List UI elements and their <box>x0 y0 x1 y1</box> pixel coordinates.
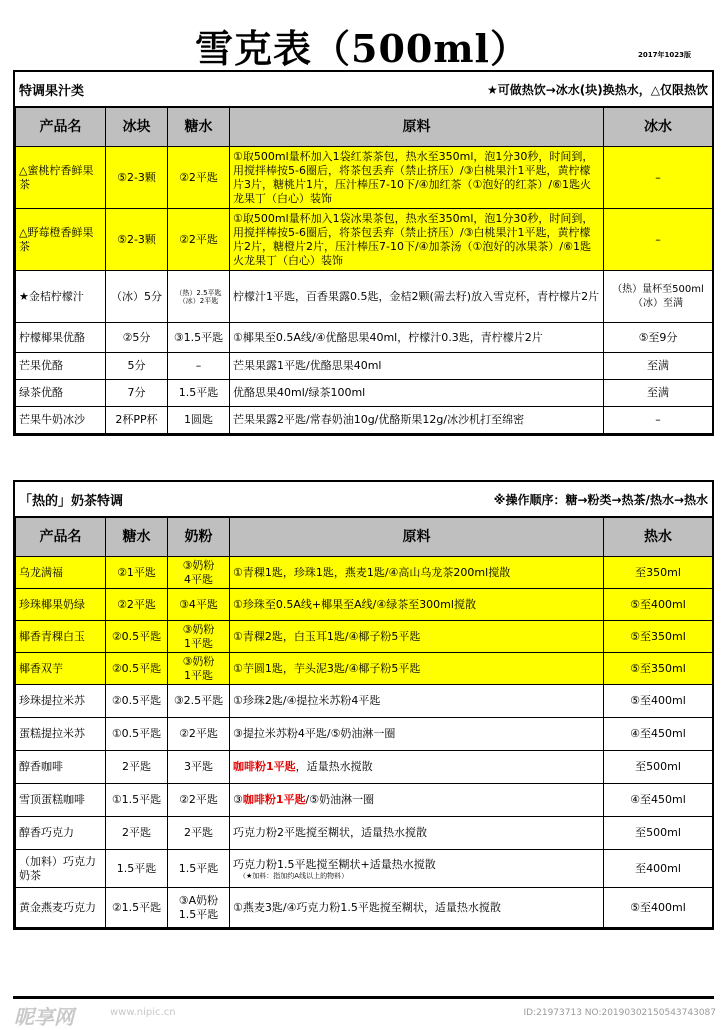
table-row <box>16 147 713 209</box>
cell-milk: 2平匙 <box>168 817 230 850</box>
recipe-text: ③ <box>233 793 243 806</box>
cell-recipe: ①青稞2匙，白玉耳1匙/④椰子粉5平匙 <box>230 621 604 653</box>
cell-milk-line: ③奶粉 <box>182 622 215 636</box>
cell-name: （加料）巧克力奶茶 <box>16 850 106 888</box>
cell-name: 椰香双芋 <box>16 653 106 685</box>
col-header-name: 产品名 <box>16 518 106 557</box>
cell-sugar: – <box>168 353 230 380</box>
page-title: 雪克表（500ml） <box>195 26 529 71</box>
watermark-id: ID:21973713 NO:20190302150543743087 <box>523 1008 716 1018</box>
recipe-table <box>15 517 713 928</box>
cell-name: 蛋糕提拉米苏 <box>16 718 106 751</box>
col-header-water: 冰水 <box>604 108 713 147</box>
section-header <box>15 482 712 517</box>
cell-ice: 2杯PP杯 <box>106 407 168 434</box>
cell-recipe <box>230 784 604 817</box>
table-row <box>16 653 713 685</box>
cell-ice: 5分 <box>106 353 168 380</box>
col-header-milk: 奶粉 <box>168 518 230 557</box>
cell-milk: ③4平匙 <box>168 589 230 621</box>
table-row <box>16 589 713 621</box>
table-row <box>16 751 713 784</box>
cell-recipe <box>230 850 604 888</box>
cell-sugar: ①0.5平匙 <box>106 718 168 751</box>
cell-milk: ②2平匙 <box>168 784 230 817</box>
cell-recipe: ①取500ml量杯加入1袋红茶茶包，热水至350ml，泡1分30秒，时间到，用搅拌棒按5-6圈后，将茶包丢弃（禁止挤压）/③白桃果汁1平匙，黄柠檬片3片，糖桃片1片，压汁棒压7-10下/④加红茶（①泡好的红茶）/⑥1匙火龙果丁（白心）装饰 <box>230 147 604 209</box>
cell-recipe: 芒果果露1平匙/优酪思果40ml <box>230 353 604 380</box>
section-note: ※操作顺序：糖→粉类→热茶/热水→热水 <box>493 492 708 507</box>
cell-water: ⑤至9分 <box>604 323 713 353</box>
cell-water: 至满 <box>604 353 713 380</box>
footer-divider <box>13 996 714 999</box>
col-header-sugar: 糖水 <box>106 518 168 557</box>
recipe-text: 巧克力粉1.5平匙搅至糊状+适量热水搅散 <box>233 857 436 871</box>
cell-recipe: ①青稞1匙，珍珠1匙，燕麦1匙/④高山乌龙茶200ml搅散 <box>230 557 604 589</box>
cell-milk-line: 4平匙 <box>184 572 213 586</box>
cell-milk: ②2平匙 <box>168 718 230 751</box>
table-row <box>16 685 713 718</box>
cell-name: 珍珠椰果奶绿 <box>16 589 106 621</box>
cell-name: △蜜桃柠香鲜果茶 <box>16 147 106 209</box>
table-row <box>16 718 713 751</box>
cell-sugar: 2平匙 <box>106 817 168 850</box>
cell-recipe: ③提拉米苏粉4平匙/⑤奶油淋一圈 <box>230 718 604 751</box>
cell-milk-line: 1平匙 <box>184 636 213 650</box>
cell-name: 黄金燕麦巧克力 <box>16 888 106 928</box>
cell-water <box>604 271 713 323</box>
recipe-text: ，适量热水搅散 <box>295 760 373 773</box>
table-row <box>16 850 713 888</box>
cell-recipe <box>230 751 604 784</box>
version-label: 2017年1023版 <box>638 51 691 59</box>
cell-recipe: ①燕麦3匙/④巧克力粉1.5平匙搅至糊状，适量热水搅散 <box>230 888 604 928</box>
cell-recipe: ①芋圆1匙，芋头泥3匙/④椰子粉5平匙 <box>230 653 604 685</box>
recipe-highlight: 咖啡粉1平匙 <box>242 793 306 806</box>
recipe-highlight: 咖啡粉1平匙 <box>233 760 296 773</box>
section-fruit-tea <box>13 70 714 436</box>
cell-milk <box>168 621 230 653</box>
cell-sugar-line: （热）2.5平匙 <box>175 288 222 297</box>
cell-water: – <box>604 407 713 434</box>
cell-water: ⑤至350ml <box>604 621 713 653</box>
cell-sugar-line: （冰）2平匙 <box>178 296 219 305</box>
cell-ice: ⑤2-3颗 <box>106 209 168 271</box>
cell-water: ⑤至400ml <box>604 685 713 718</box>
cell-milk: 1.5平匙 <box>168 850 230 888</box>
recipe-text: /⑤奶油淋一圈 <box>305 793 375 806</box>
cell-water: ⑤至400ml <box>604 589 713 621</box>
cell-ice: ⑤2-3颗 <box>106 147 168 209</box>
cell-milk-line: 1平匙 <box>184 668 213 682</box>
recipe-table <box>15 107 713 434</box>
watermark-logo: 昵享网 <box>14 1005 74 1029</box>
cell-milk <box>168 557 230 589</box>
cell-water: 至350ml <box>604 557 713 589</box>
table-row <box>16 209 713 271</box>
cell-sugar: ②0.5平匙 <box>106 685 168 718</box>
cell-name: 绿茶优酪 <box>16 380 106 407</box>
col-header-water: 热水 <box>604 518 713 557</box>
cell-ice: ②5分 <box>106 323 168 353</box>
cell-sugar: 1.5平匙 <box>106 850 168 888</box>
cell-water: 至满 <box>604 380 713 407</box>
table-row <box>16 380 713 407</box>
cell-sugar: ②0.5平匙 <box>106 621 168 653</box>
cell-sugar: 2平匙 <box>106 751 168 784</box>
cell-recipe: ①珍珠至0.5A线+椰果至A线/④绿茶至300ml搅散 <box>230 589 604 621</box>
cell-milk: ③2.5平匙 <box>168 685 230 718</box>
cell-name: 雪顶蛋糕咖啡 <box>16 784 106 817</box>
table-row <box>16 323 713 353</box>
cell-sugar: ③1.5平匙 <box>168 323 230 353</box>
table-row <box>16 407 713 434</box>
cell-milk <box>168 888 230 928</box>
col-header-recipe: 原料 <box>230 518 604 557</box>
cell-recipe: ①椰果至0.5A线/④优酪思果40ml，柠檬汁0.3匙，青柠檬片2片 <box>230 323 604 353</box>
cell-name: 醇香巧克力 <box>16 817 106 850</box>
table-row <box>16 621 713 653</box>
cell-sugar: ②2平匙 <box>168 209 230 271</box>
section-header <box>15 72 712 107</box>
cell-ice: 7分 <box>106 380 168 407</box>
cell-water: ⑤至400ml <box>604 888 713 928</box>
cell-sugar: ②0.5平匙 <box>106 653 168 685</box>
cell-name: 芒果牛奶冰沙 <box>16 407 106 434</box>
cell-milk <box>168 653 230 685</box>
cell-name: 醇香咖啡 <box>16 751 106 784</box>
table-header-row <box>16 108 713 147</box>
table-row <box>16 557 713 589</box>
cell-water-line: （冰）至满 <box>633 297 683 309</box>
cell-sugar: 1圆匙 <box>168 407 230 434</box>
table-row <box>16 353 713 380</box>
col-header-sugar: 糖水 <box>168 108 230 147</box>
section-hot-milk-tea <box>13 480 714 930</box>
cell-name: △野莓橙香鲜果茶 <box>16 209 106 271</box>
cell-water: 至500ml <box>604 751 713 784</box>
cell-ice: （冰）5分 <box>106 271 168 323</box>
cell-milk-line: ③A奶粉 <box>178 893 219 907</box>
col-header-ice: 冰块 <box>106 108 168 147</box>
cell-milk: 3平匙 <box>168 751 230 784</box>
section-title: 「热的」奶茶特调 <box>19 493 124 509</box>
cell-name: 柠檬椰果优酪 <box>16 323 106 353</box>
col-header-name: 产品名 <box>16 108 106 147</box>
cell-water: ⑤至350ml <box>604 653 713 685</box>
cell-recipe: 柠檬汁1平匙，百香果露0.5匙，金桔2颗(需去籽)放入雪克杯，青柠檬片2片 <box>230 271 604 323</box>
cell-water: ④至450ml <box>604 718 713 751</box>
cell-sugar <box>168 271 230 323</box>
cell-water: 至400ml <box>604 850 713 888</box>
cell-sugar: ②1.5平匙 <box>106 888 168 928</box>
watermark-site: www.nipic.cn <box>110 1007 176 1018</box>
cell-sugar: ②1平匙 <box>106 557 168 589</box>
cell-recipe: ①取500ml量杯加入1袋冰果茶包，热水至350ml，泡1分30秒，时间到，用搅拌棒按5-6圈后，将茶包丢弃（禁止挤压）/③白桃果汁1平匙，黄柠檬片2片，糖橙片2片，压汁棒压7-10下/④加茶汤（①泡好的冰果茶）/⑥1匙火龙果丁（白心）装饰 <box>230 209 604 271</box>
cell-sugar: ②2平匙 <box>106 589 168 621</box>
table-row <box>16 784 713 817</box>
table-row <box>16 271 713 323</box>
recipe-note: （★加料：指加约A线以上的物料） <box>239 871 349 880</box>
cell-name: 珍珠提拉米苏 <box>16 685 106 718</box>
cell-water: – <box>604 209 713 271</box>
cell-name: 乌龙满福 <box>16 557 106 589</box>
cell-recipe: 芒果果露2平匙/常春奶油10g/优酪斯果12g/冰沙机打至绵密 <box>230 407 604 434</box>
cell-recipe: ①珍珠2匙/④提拉米苏粉4平匙 <box>230 685 604 718</box>
cell-sugar: ①1.5平匙 <box>106 784 168 817</box>
col-header-recipe: 原料 <box>230 108 604 147</box>
cell-sugar: ②2平匙 <box>168 147 230 209</box>
cell-water: 至500ml <box>604 817 713 850</box>
cell-recipe: 优酪思果40ml/绿茶100ml <box>230 380 604 407</box>
cell-water: ④至450ml <box>604 784 713 817</box>
cell-name: ★金桔柠檬汁 <box>16 271 106 323</box>
cell-recipe: 巧克力粉2平匙搅至糊状，适量热水搅散 <box>230 817 604 850</box>
cell-milk-line: 1.5平匙 <box>178 907 219 921</box>
cell-water-line: （热）量杯至500ml <box>612 283 704 295</box>
cell-sugar: 1.5平匙 <box>168 380 230 407</box>
table-header-row <box>16 518 713 557</box>
cell-water: – <box>604 147 713 209</box>
cell-name: 芒果优酪 <box>16 353 106 380</box>
section-note: ★可做热饮→冰水(块)换热水，△仅限热饮 <box>486 82 708 97</box>
table-row <box>16 888 713 928</box>
section-title: 特调果汁类 <box>19 83 85 99</box>
cell-milk-line: ③奶粉 <box>182 654 215 668</box>
table-row <box>16 817 713 850</box>
cell-milk-line: ③奶粉 <box>182 558 215 572</box>
cell-name: 椰香青稞白玉 <box>16 621 106 653</box>
